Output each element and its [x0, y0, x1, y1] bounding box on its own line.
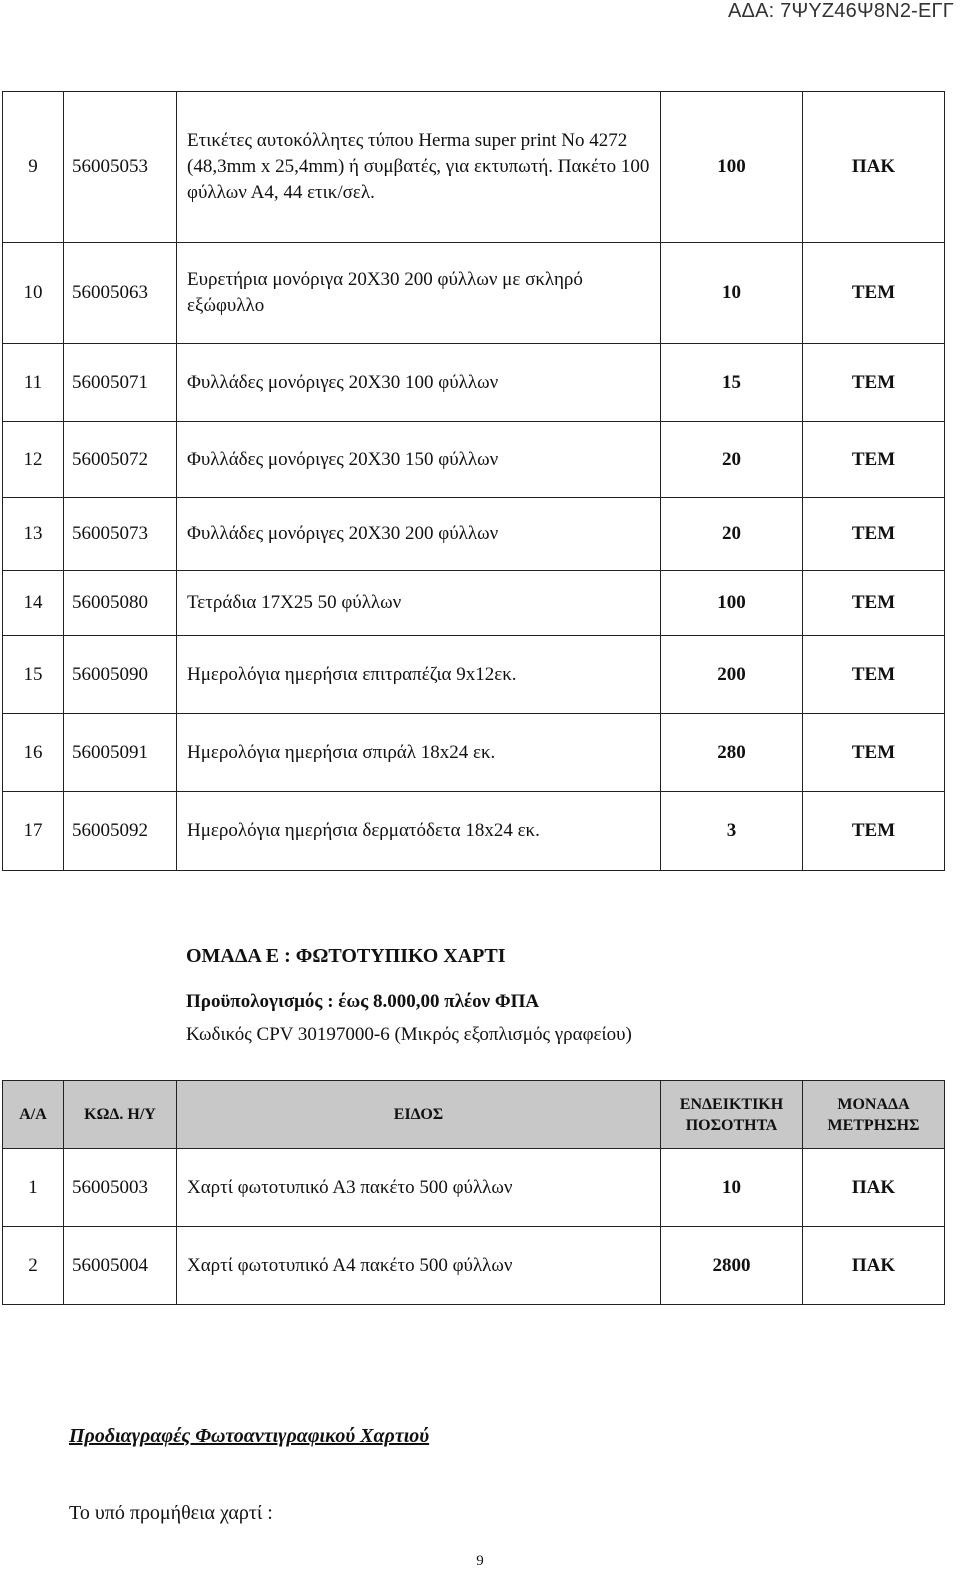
- row-code: 56005091: [64, 714, 177, 792]
- row-unit: ΤΕΜ: [803, 714, 945, 792]
- page-number: 9: [476, 1553, 484, 1569]
- row-code: 56005004: [64, 1227, 177, 1305]
- header-desc: ΕΙΔΟΣ: [177, 1081, 661, 1149]
- table-row: [3, 243, 945, 344]
- row-code: 56005063: [64, 243, 177, 344]
- table-row: [3, 792, 945, 871]
- paper-table: [2, 1080, 945, 1305]
- table-row: [3, 571, 945, 636]
- row-no: 2: [3, 1227, 64, 1305]
- row-unit: ΠΑΚ: [803, 1227, 945, 1305]
- row-qty: 10: [661, 243, 803, 344]
- row-unit: ΤΕΜ: [803, 792, 945, 871]
- row-desc: Ευρετήρια μονόριγα 20Χ30 200 φύλλων με σκληρό εξώφυλλο: [177, 243, 661, 344]
- row-qty: 2800: [661, 1227, 803, 1305]
- row-no: 16: [3, 714, 64, 792]
- row-code: 56005090: [64, 636, 177, 714]
- table-row: [3, 1227, 945, 1305]
- table-row: [3, 92, 945, 243]
- row-unit: ΤΕΜ: [803, 422, 945, 498]
- row-no: 1: [3, 1149, 64, 1227]
- row-desc: Χαρτί φωτοτυπικό Α4 πακέτο 500 φύλλων: [177, 1227, 661, 1305]
- row-desc: Φυλλάδες μονόριγες 20Χ30 150 φύλλων: [177, 422, 661, 498]
- row-desc: Ετικέτες αυτοκόλλητες τύπου Herma super print No 4272 (48,3mm x 25,4mm) ή συμβατές, για εκτυπωτή. Πακέτο 100 φύλλων Α4, 44 ετικ/σελ.: [177, 92, 661, 243]
- row-desc: Χαρτί φωτοτυπικό Α3 πακέτο 500 φύλλων: [177, 1149, 661, 1227]
- row-code: 56005071: [64, 344, 177, 422]
- row-qty: 100: [661, 571, 803, 636]
- items-table: [2, 91, 945, 871]
- group-cpv: Κωδικός CPV 30197000-6 (Μικρός εξοπλισμός γραφείου): [186, 1024, 632, 1045]
- row-qty: 200: [661, 636, 803, 714]
- row-unit: ΤΕΜ: [803, 498, 945, 571]
- group-title: ΟΜΑΔΑ Ε : ΦΩΤΟΤΥΠΙΚΟ ΧΑΡΤΙ: [186, 945, 506, 967]
- row-unit: ΤΕΜ: [803, 344, 945, 422]
- row-qty: 20: [661, 422, 803, 498]
- table-row: [3, 714, 945, 792]
- row-no: 17: [3, 792, 64, 871]
- row-qty: 15: [661, 344, 803, 422]
- row-unit: ΤΕΜ: [803, 571, 945, 636]
- row-no: 12: [3, 422, 64, 498]
- supply-text: Το υπό προμήθεια χαρτί :: [69, 1502, 273, 1524]
- header-unit: ΜΟΝΑΔΑ ΜΕΤΡΗΣΗΣ: [803, 1081, 945, 1149]
- header-no: Α/Α: [3, 1081, 64, 1149]
- row-desc: Φυλλάδες μονόριγες 20Χ30 200 φύλλων: [177, 498, 661, 571]
- header-qty: ΕΝΔΕΙΚΤΙΚΗ ΠΟΣΟΤΗΤΑ: [661, 1081, 803, 1149]
- row-code: 56005092: [64, 792, 177, 871]
- table-row: [3, 1149, 945, 1227]
- row-qty: 10: [661, 1149, 803, 1227]
- row-code: 56005080: [64, 571, 177, 636]
- row-unit: ΤΕΜ: [803, 636, 945, 714]
- row-desc: Τετράδια 17Χ25 50 φύλλων: [177, 571, 661, 636]
- table-row: [3, 422, 945, 498]
- group-budget: Προϋπολογισμός : έως 8.000,00 πλέον ΦΠΑ: [186, 991, 540, 1012]
- row-no: 9: [3, 92, 64, 243]
- row-no: 13: [3, 498, 64, 571]
- table-header-row: [3, 1081, 945, 1149]
- row-code: 56005053: [64, 92, 177, 243]
- header-code: ΚΩΔ. Η/Υ: [64, 1081, 177, 1149]
- ada-code: ΑΔΑ: 7ΨΥΖ46Ψ8Ν2-ΕΓΓ: [727, 0, 954, 22]
- row-qty: 3: [661, 792, 803, 871]
- row-qty: 100: [661, 92, 803, 243]
- row-code: 56005073: [64, 498, 177, 571]
- row-no: 10: [3, 243, 64, 344]
- table-row: [3, 498, 945, 571]
- row-code: 56005072: [64, 422, 177, 498]
- row-no: 11: [3, 344, 64, 422]
- table-row: [3, 636, 945, 714]
- row-no: 14: [3, 571, 64, 636]
- row-unit: ΠΑΚ: [803, 92, 945, 243]
- row-code: 56005003: [64, 1149, 177, 1227]
- table-row: [3, 344, 945, 422]
- row-no: 15: [3, 636, 64, 714]
- row-unit: ΤΕΜ: [803, 243, 945, 344]
- row-desc: Φυλλάδες μονόριγες 20Χ30 100 φύλλων: [177, 344, 661, 422]
- spec-title: Προδιαγραφές Φωτοαντιγραφικού Χαρτιού: [69, 1425, 430, 1447]
- row-qty: 280: [661, 714, 803, 792]
- row-qty: 20: [661, 498, 803, 571]
- row-desc: Ημερολόγια ημερήσια σπιράλ 18x24 εκ.: [177, 714, 661, 792]
- row-unit: ΠΑΚ: [803, 1149, 945, 1227]
- row-desc: Ημερολόγια ημερήσια δερματόδετα 18x24 εκ.: [177, 792, 661, 871]
- row-desc: Ημερολόγια ημερήσια επιτραπέζια 9x12εκ.: [177, 636, 661, 714]
